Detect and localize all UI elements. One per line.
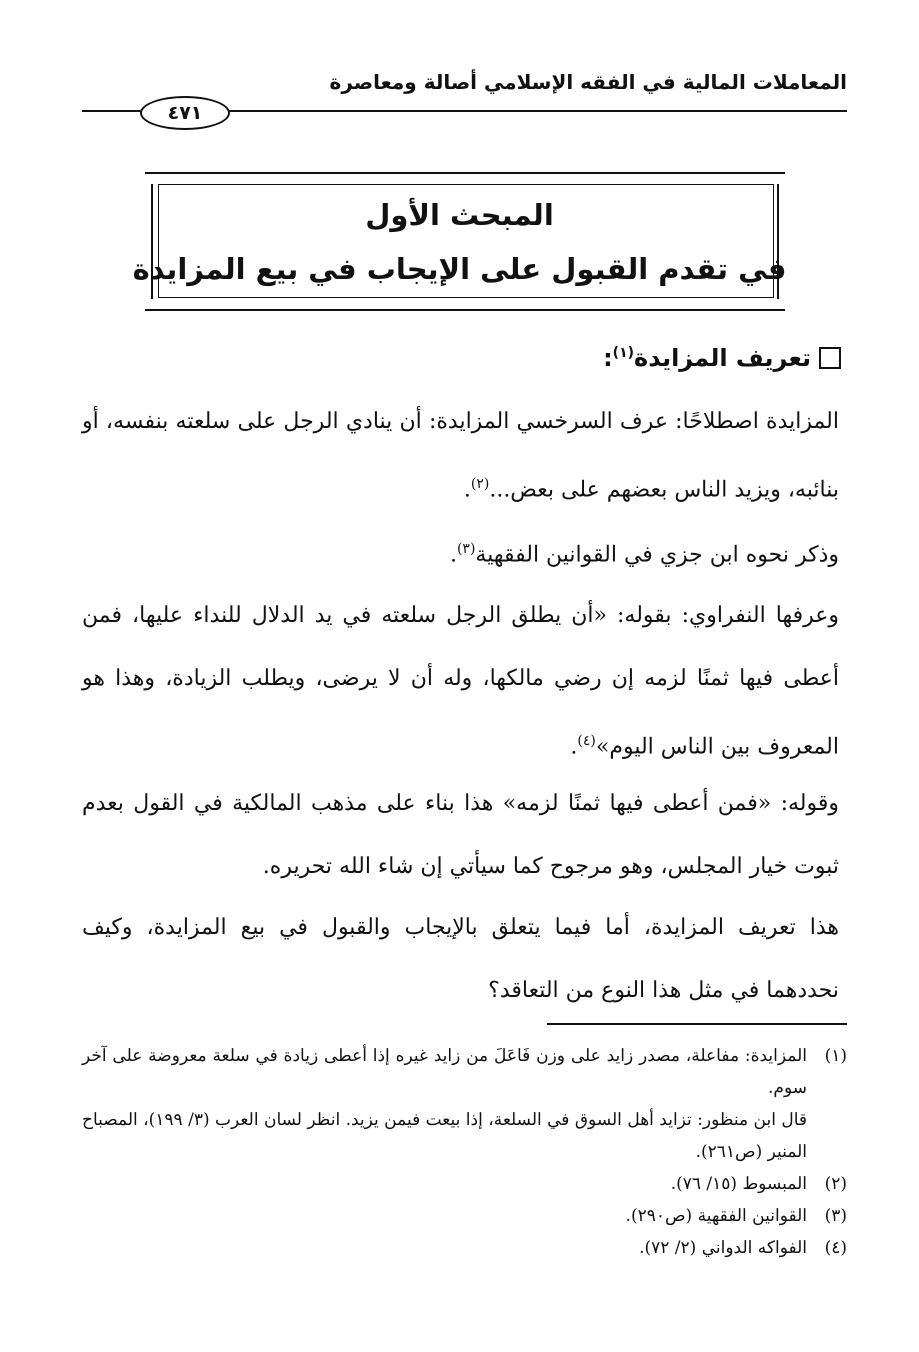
footnote-1-continuation: قال ابن منظور: تزايد أهل السوق في السلعة، إذا بيعت فيمن يزيد. انظر لسان العرب (٣/ ١٩٩)، المصباح المنير (ص٢٦١). bbox=[82, 1110, 807, 1162]
paragraph-nafrawi bbox=[82, 584, 839, 778]
paragraph-period: . bbox=[463, 477, 471, 503]
footnote-separator bbox=[547, 1023, 847, 1025]
paragraph-text: المزايدة اصطلاحًا: عرف السرخسي المزايدة: أن ينادي الرجل على سلعته بنفسه، أو بنائبه، ويزيد الناس بعضهم على بعض... bbox=[82, 409, 839, 503]
footnote-2 bbox=[82, 1168, 847, 1200]
chapter-subtitle: في تقدم القبول على الإيجاب في بيع المزايدة bbox=[132, 252, 787, 286]
footnote-text: القوانين الفقهية (ص٢٩٠). bbox=[625, 1206, 807, 1226]
footnote-number: (٤) bbox=[824, 1238, 847, 1258]
footnote-3 bbox=[82, 1200, 847, 1232]
footnote-text: المزايدة: مفاعلة، مصدر زايد على وزن فَاعَلَ من زايد غيره إذا أعطى زيادة في سلعة معروضة على آخر سوم. bbox=[82, 1046, 807, 1098]
paragraph-period: . bbox=[570, 734, 578, 760]
footnote-ref-4: (٤) bbox=[577, 733, 596, 749]
footnote-4 bbox=[82, 1232, 847, 1264]
paragraph-period: . bbox=[449, 542, 457, 568]
footnotes bbox=[82, 1040, 847, 1264]
paragraph-commentary: وقوله: «فمن أعطى فيها ثمنًا لزمه» هذا بناء على مذهب المالكية في القول بعدم ثبوت خيار المجلس، وهو مرجوح كما سيأتي إن شاء الله تحريره. bbox=[82, 791, 839, 879]
footnote-number: (١) bbox=[824, 1046, 847, 1066]
square-bullet-icon bbox=[819, 347, 841, 369]
footnote-ref-2: (٢) bbox=[470, 476, 490, 492]
footnote-ref-3: (٣) bbox=[456, 541, 476, 557]
section-heading-colon: : bbox=[603, 344, 613, 372]
paragraph-text: وعرفها النفراوي: بقوله: «أن يطلق الرجل سلعته في يد الدلال للنداء عليها، فمن أعطى فيها ثمنًا لزمه إن رضي مالكها، وله أن لا يرضى، ويطلب الزيادة، وهذا هو المعروف بين الناس اليوم» bbox=[82, 603, 839, 760]
paragraph-text: وذكر نحوه ابن جزي في القوانين الفقهية bbox=[475, 542, 839, 568]
paragraph-ibn-juzay bbox=[82, 518, 839, 586]
section-heading bbox=[603, 344, 841, 372]
footnote-1 bbox=[82, 1040, 847, 1104]
page-number: ٤٧١ bbox=[140, 96, 230, 130]
section-heading-text: تعريف المزايدة bbox=[634, 344, 811, 372]
chapter-title: المبحث الأول bbox=[365, 198, 554, 232]
paragraph-definition-sarakhsi bbox=[82, 390, 839, 521]
footnote-ref-1: (١) bbox=[612, 345, 635, 361]
footnote-number: (٣) bbox=[824, 1206, 847, 1226]
footnote-text: الفواكه الدواني (٢/ ٧٢). bbox=[639, 1238, 807, 1258]
footnote-text: المبسوط (١٥/ ٧٦). bbox=[670, 1174, 807, 1194]
paragraph-question: هذا تعريف المزايدة، أما فيما يتعلق بالإيجاب والقبول في بيع المزايدة، وكيف نحددهما في مثل هذا النوع من التعاقد؟ bbox=[82, 915, 839, 1003]
footnote-number: (٢) bbox=[824, 1174, 847, 1194]
header-title: المعاملات المالية في الفقه الإسلامي أصالة ومعاصرة bbox=[329, 70, 847, 94]
